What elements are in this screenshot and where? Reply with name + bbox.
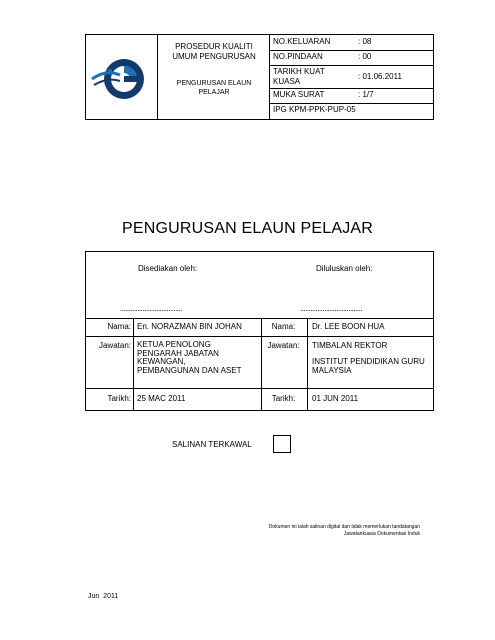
controlled-copy-label: SALINAN TERKAWAL: [172, 440, 252, 449]
prepared-signature-line: ....................................: [120, 304, 183, 313]
meta-row-effective-date: [270, 65, 433, 89]
meta-label: NO.KELUARAN: [273, 37, 331, 46]
column-divider: [133, 318, 134, 410]
date-label: Tarikh:: [107, 394, 131, 403]
prepared-position-line: PENGARAH JABATAN: [137, 348, 219, 358]
digital-copy-note-line2: Jawatankuasa Dokumentasi Induk: [343, 531, 420, 537]
date-row: [86, 388, 433, 410]
meta-row-amendment: [270, 50, 433, 66]
position-label: Jawatan:: [98, 341, 131, 350]
meta-label: NO.PINDAAN: [273, 52, 323, 61]
procedure-title-cell: [158, 35, 270, 119]
prepared-position-line: KETUA PENOLONG: [137, 340, 211, 349]
date-label: Tarikh:: [271, 394, 296, 403]
prepared-name: En. NORAZMAN BIN JOHAN: [137, 322, 242, 331]
meta-label: TARIKH KUAT KUASA: [273, 67, 325, 86]
approved-position-line: INSTITUT PENDIDIKAN GURU: [312, 357, 425, 366]
logo-cell: [86, 35, 158, 119]
name-label: Nama:: [107, 322, 131, 331]
procedure-title-line2: UMUM PENGURUSAN: [172, 52, 256, 61]
meta-row-page: [270, 88, 433, 104]
digital-copy-note-line1: Dokumen ini ialah salinan digital dan tidak memerlukan tandatangan: [268, 524, 420, 530]
column-divider: [307, 318, 308, 410]
meta-value: : 00: [358, 52, 372, 61]
prepared-position-line: KEWANGAN,: [137, 357, 186, 366]
name-row: [86, 318, 433, 337]
position-row: [86, 336, 433, 389]
approved-date: 01 JUN 2011: [312, 394, 359, 403]
meta-value: : 01.06.2011: [358, 72, 402, 81]
meta-row-issue: [270, 35, 433, 51]
meta-row-doc-code: [270, 103, 433, 119]
column-divider: [261, 318, 262, 410]
document-meta-cell: [270, 35, 433, 119]
meta-value: : 1/7: [358, 90, 374, 99]
approved-name: Dr. LEE BOON HUA: [312, 322, 385, 331]
document-code: IPG KPM-PPK-PUP-05: [273, 105, 356, 114]
prepared-position-line: PEMBANGUNAN DAN ASET: [137, 365, 242, 375]
approved-position-line: TIMBALAN REKTOR: [312, 341, 388, 350]
name-label: Nama:: [271, 322, 296, 331]
meta-value: : 08: [358, 37, 372, 46]
approval-table: [85, 251, 434, 411]
approved-by-label: Diluluskan oleh:: [316, 264, 373, 273]
signature-row: [86, 252, 433, 319]
prepared-position: [137, 341, 241, 375]
footer-date: Jun 2011: [88, 593, 119, 600]
meta-label: MUKA SURAT: [273, 90, 325, 99]
position-label: Jawatan:: [267, 341, 300, 350]
controlled-copy-checkbox[interactable]: [273, 435, 291, 453]
digital-copy-note: [200, 524, 420, 538]
document-header-table: [85, 34, 434, 120]
institution-logo: [86, 35, 158, 119]
approved-signature-line: ....................................: [300, 304, 363, 313]
approved-position-line: MALAYSIA: [312, 366, 352, 375]
prepared-by-label: Disediakan oleh:: [138, 264, 198, 273]
page-title: PENGURUSAN ELAUN PELAJAR: [121, 220, 374, 237]
procedure-subtitle-line1: PENGURUSAN ELAUN: [176, 80, 252, 87]
prepared-date: 25 MAC 2011: [137, 394, 186, 403]
procedure-subtitle-line2: PELAJAR: [198, 89, 230, 96]
procedure-title-line1: PROSEDUR KUALITI: [175, 42, 253, 51]
